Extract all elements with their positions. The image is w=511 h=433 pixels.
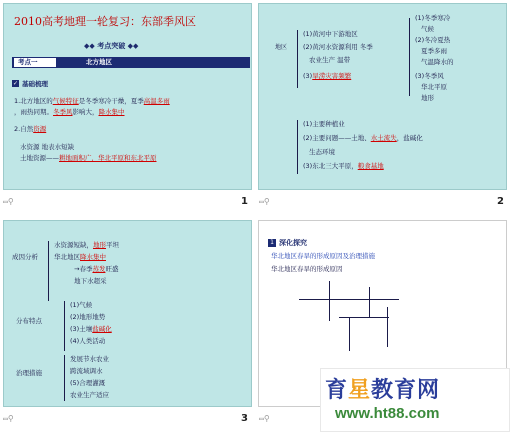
slide-3-line-8: (4)人类活动 xyxy=(70,337,106,345)
slide-3-line-9: 发展节水农业 xyxy=(70,355,109,363)
watermark-logo xyxy=(320,368,510,432)
slide-3-label-1: 成因分析 xyxy=(12,253,38,261)
slide-2-note-6: (3)冬季风 xyxy=(415,72,444,80)
slide-1-section-title: 北方地区 xyxy=(86,58,112,66)
slide-number: 3 xyxy=(241,413,248,424)
slide-icon: ▭⚲ xyxy=(259,414,270,423)
slide-4-question: 华北地区春旱的形成原因及治理措施 xyxy=(271,252,375,260)
check-icon: ✓ xyxy=(12,80,19,87)
slide-2-footer xyxy=(259,194,508,212)
slide-2-canvas xyxy=(258,3,507,190)
slide-thumbnail-3[interactable] xyxy=(0,217,255,433)
slide-2-line-2: (2)黄河水资源利用 冬季 xyxy=(303,43,373,51)
slide-4-heading: 深化探究 xyxy=(279,239,307,247)
slide-thumbnail-2[interactable] xyxy=(256,0,511,216)
slide-2-line-4: (3)旱涝灾害频繁 xyxy=(303,72,352,80)
slide-4-sub-question: 华北地区春旱的形成原因 xyxy=(271,265,343,273)
slide-1-title: 2010高考地理一轮复习：东部季风区 xyxy=(14,15,196,28)
slide-2-note-5: 气温降水的 xyxy=(421,58,454,66)
slide-3-line-12: 农业生产适应 xyxy=(70,391,109,399)
slide-1-line-2: ，雨热同期。冬季风影响大，降水集中 xyxy=(14,108,125,116)
slide-icon: ▭⚲ xyxy=(259,197,270,206)
slide-1-canvas xyxy=(3,3,252,190)
slide-3-footer xyxy=(3,411,252,429)
slide-2-left-label: 地区 xyxy=(275,44,288,51)
slide-2-line-6: (1)主要种植业 xyxy=(303,120,345,128)
slide-1-subtitle: ◆◆ 考点突破 ◆◆ xyxy=(84,42,139,50)
slide-2-note-8: 地形 xyxy=(421,94,434,102)
watermark-title: 育星教育网 xyxy=(325,377,441,403)
slide-1-line-3: 2.自然资源 xyxy=(14,125,47,133)
slide-3-line-4: 地下水超采 xyxy=(74,277,107,285)
slide-3-line-7: (3)土壤盐碱化 xyxy=(70,325,112,333)
slide-3-line-2: 华北地区降水集中 xyxy=(54,253,106,261)
slide-icon: ▭⚲ xyxy=(3,414,14,423)
slide-2-line-8: 生态环境 xyxy=(309,148,335,156)
slide-3-line-6: (2)地形地势 xyxy=(70,313,106,321)
slide-3-canvas xyxy=(3,220,252,407)
watermark-url: www.ht88.com xyxy=(335,405,440,422)
slide-2-line-3: 农业生产 温带 xyxy=(309,56,351,64)
slide-1-section-tag: 考点一 xyxy=(14,58,56,67)
slide-1-footer xyxy=(3,194,252,212)
slide-2-line-1: (1)黄河中下游地区 xyxy=(303,30,358,38)
slide-2-line-9: (3)东北三大平原，粮食基地 xyxy=(303,162,384,170)
slide-2-note-3: (2)冬冷夏热 xyxy=(415,36,451,44)
slide-2-note-4: 夏季多雨 xyxy=(421,47,447,55)
slide-number: 2 xyxy=(497,196,504,207)
slide-1-line-4: 水资源 地表水短缺 xyxy=(20,143,75,151)
numbered-box-icon: 1 xyxy=(268,239,276,247)
slide-3-line-5: (1)气候 xyxy=(70,301,93,309)
slide-3-line-10: 跨流域调水 xyxy=(70,367,103,375)
slide-3-label-2: 分布特点 xyxy=(16,317,42,325)
slide-1-line-5: 土地资源——耕地面积广，华北平原和东北平原 xyxy=(20,154,157,162)
slide-1-section-bar xyxy=(12,57,250,68)
slide-2-note-7: 华北平原 xyxy=(421,83,447,91)
slide-3-line-3: →春季蒸发旺盛 xyxy=(74,265,119,273)
slide-1-basic-label: 基础梳理 xyxy=(22,80,48,88)
slide-1-line-1: 1.北方地区的气候特征是冬季寒冷干燥，夏季高温多雨 xyxy=(14,97,170,105)
slide-3-line-11: (5)合理灌溉 xyxy=(70,379,106,387)
slide-2-line-7: (2)主要问题——土地、水土流失，盐碱化 xyxy=(303,134,423,142)
slide-3-label-3: 治理措施 xyxy=(16,369,42,377)
slide-3-line-1: 水资源短缺，地形平坦 xyxy=(54,241,119,249)
slide-icon: ▭⚲ xyxy=(3,197,14,206)
slide-number: 1 xyxy=(241,196,248,207)
slide-thumbnail-1[interactable] xyxy=(0,0,255,216)
slide-2-note-2: 气候 xyxy=(421,25,434,33)
slide-2-note-1: (1)冬季寒冷 xyxy=(415,14,451,22)
